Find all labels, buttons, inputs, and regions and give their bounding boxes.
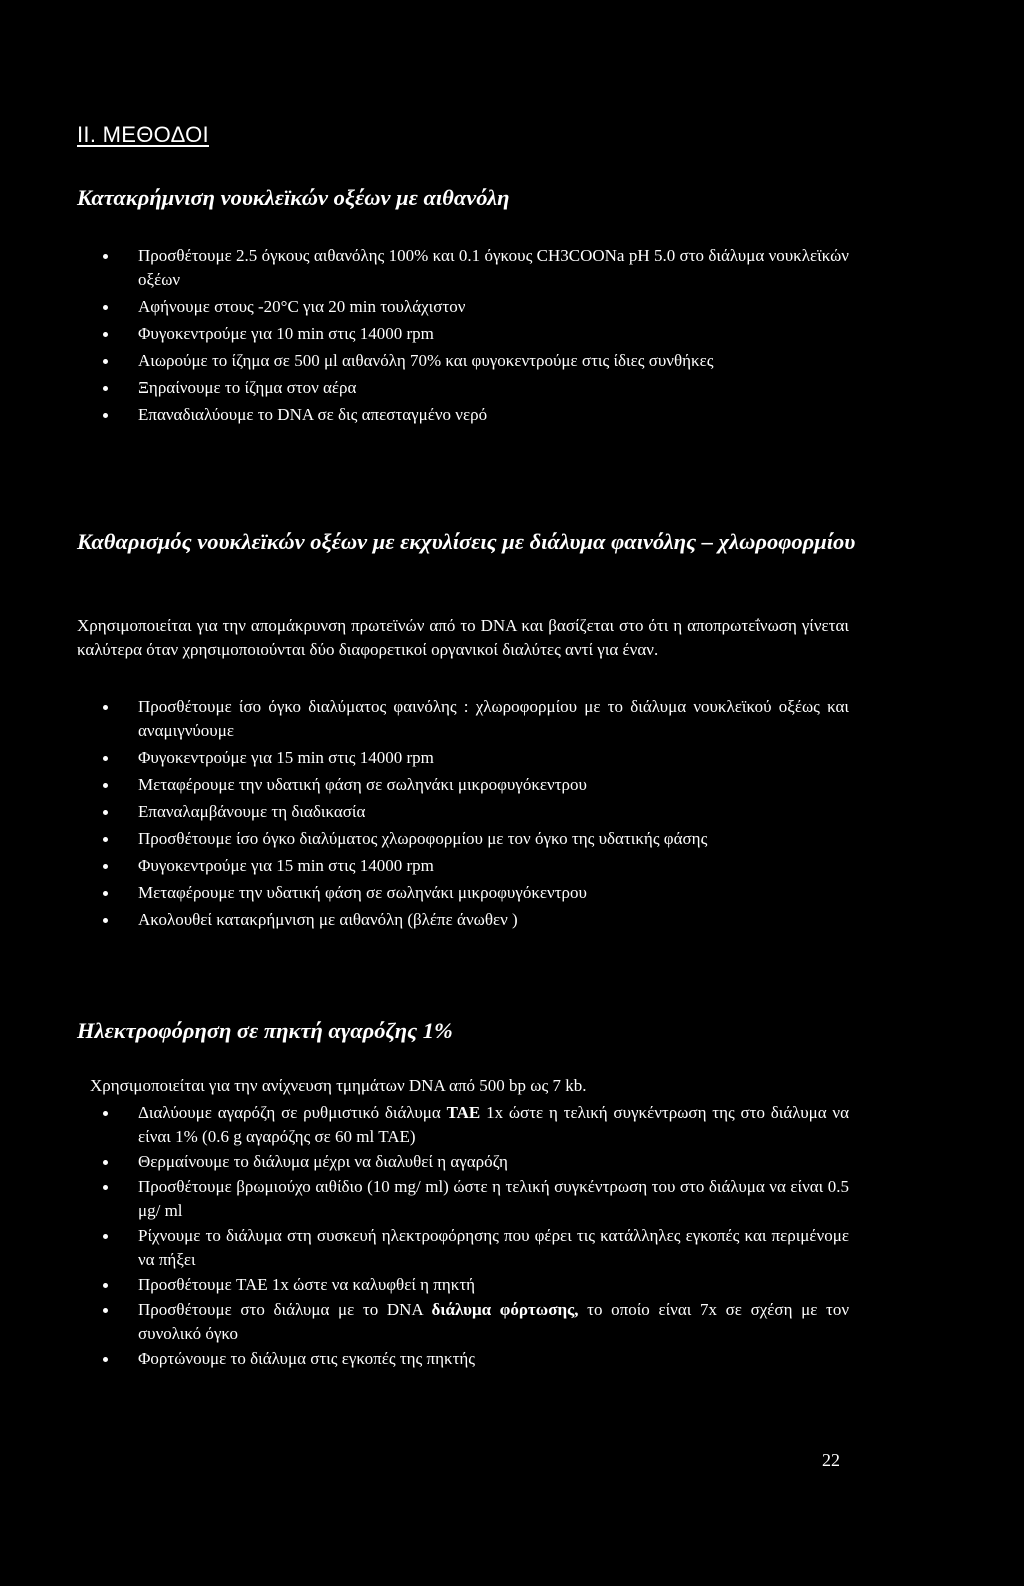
list-item: Ακολουθεί κατακρήμνιση με αιθανόλη (βλέπε άνωθεν ) <box>103 908 849 932</box>
list-item: Αφήνουμε στους -20°C για 20 min τουλάχιστον <box>103 295 849 319</box>
list-item: Προσθέτουμε ίσο όγκο διαλύματος φαινόλης : χλωροφορμίου με το διάλυμα νουκλεϊκού οξέως και αναμιγνύουμε <box>103 695 849 743</box>
chapter-heading: II. ΜΕΘΟΔΟΙ <box>77 122 209 147</box>
step-text: 1x ώστε η τελική συγκέντρωση της στο διάλυμα να είναι 1% (0.6 g αγαρόζης σε 60 ml TAE) <box>138 1103 850 1146</box>
list-item: Φορτώνουμε το διάλυμα στις εγκοπές της πηκτής <box>103 1347 849 1371</box>
buffer-name: TAE <box>446 1103 481 1122</box>
step-text: το οποίο είναι 7x σε σχέση με τον συνολικό όγκο <box>138 1300 850 1343</box>
list-item: Επαναδιαλύουμε το DNA σε δις απεσταγμένο νερό <box>103 403 849 427</box>
section-title-phenol-extraction: Καθαρισμός νουκλεϊκών οξέων με εκχυλίσεις με διάλυμα φαινόλης – χλωροφορμίου <box>77 529 856 554</box>
list-item: Φυγοκεντρούμε για 15 min στις 14000 rpm <box>103 854 849 878</box>
list-item: Προσθέτουμε 2.5 όγκους αιθανόλης 100% και 0.1 όγκους CH3COONa pH 5.0 στο διάλυμα νουκλεϊκών οξέων <box>103 244 849 292</box>
list-item: Μεταφέρουμε την υδατική φάση σε σωληνάκι μικροφυγόκεντρου <box>103 881 849 905</box>
list-item <box>103 1101 849 1149</box>
list-item: Φυγοκεντρούμε για 10 min στις 14000 rpm <box>103 322 849 346</box>
loading-buffer-term: διάλυμα φόρτωσης, <box>431 1300 579 1319</box>
section-title-ethanol-precipitation: Κατακρήμνιση νουκλεϊκών οξέων με αιθανόλη <box>77 185 510 210</box>
electrophoresis-intro: Χρησιμοποιείται για την ανίχνευση τμημάτων DNA από 500 bp ως 7 kb. <box>90 1076 587 1095</box>
list-item: Προσθέτουμε ίσο όγκο διαλύματος χλωροφορμίου με τον όγκο της υδατικής φάσης <box>103 827 849 851</box>
list-item: Προσθέτουμε TAE 1x ώστε να καλυφθεί η πηκτή <box>103 1273 849 1297</box>
list-item: Ρίχνουμε το διάλυμα στη συσκευή ηλεκτροφόρησης που φέρει τις κατάλληλες εγκοπές και περιμένομε να πήξει <box>103 1224 849 1272</box>
ethanol-precipitation-steps <box>103 244 849 430</box>
section-title-electrophoresis: Ηλεκτροφόρηση σε πηκτή αγαρόζης 1% <box>77 1018 453 1043</box>
step-text: Διαλύουμε αγαρόζη σε ρυθμιστικό διάλυμα <box>138 1103 441 1122</box>
list-item: Μεταφέρουμε την υδατική φάση σε σωληνάκι μικροφυγόκεντρου <box>103 773 849 797</box>
electrophoresis-steps <box>103 1101 849 1372</box>
phenol-extraction-steps <box>103 695 849 935</box>
list-item: Προσθέτουμε βρωμιούχο αιθίδιο (10 mg/ ml) ώστε η τελική συγκέντρωση του στο διάλυμα να είναι 0.5 μg/ ml <box>103 1175 849 1223</box>
list-item: Φυγοκεντρούμε για 15 min στις 14000 rpm <box>103 746 849 770</box>
list-item: Ξηραίνουμε το ίζημα στον αέρα <box>103 376 849 400</box>
list-item: Θερμαίνουμε το διάλυμα μέχρι να διαλυθεί η αγαρόζη <box>103 1150 849 1174</box>
list-item <box>103 1298 849 1346</box>
phenol-extraction-intro: Χρησιμοποιείται για την απομάκρυνση πρωτεϊνών από το DNA και βασίζεται στο ότι η αποπρωτεΐνωση γίνεται καλύτερα όταν χρησιμοποιούνται δύο διαφορετικοί οργανικοί διαλύτες αντί για έναν. <box>77 616 849 659</box>
list-item: Αιωρούμε το ίζημα σε 500 μl αιθανόλη 70% και φυγοκεντρούμε στις ίδιες συνθήκες <box>103 349 849 373</box>
list-item: Επαναλαμβάνουμε τη διαδικασία <box>103 800 849 824</box>
page-number: 22 <box>822 1450 840 1470</box>
step-text: Προσθέτουμε στο διάλυμα με το DNA <box>138 1300 423 1319</box>
